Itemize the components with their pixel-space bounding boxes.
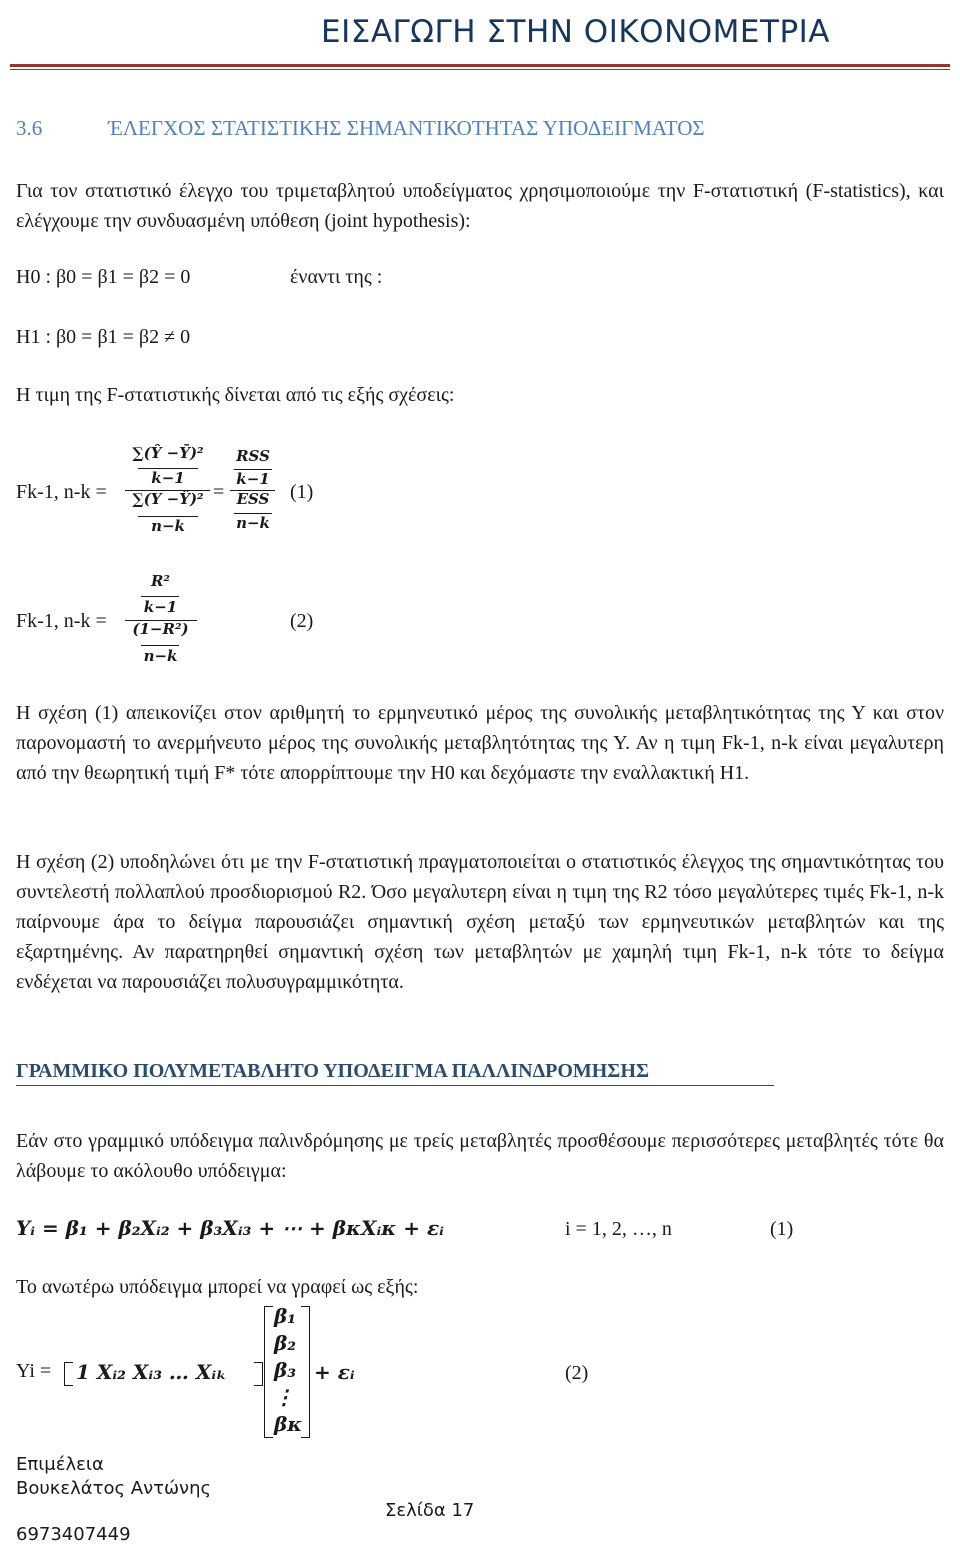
intro-paragraph: Για τον στατιστικό έλεγχο του τριμεταβλητού υποδείγματος χρησιμοποιούμε την F-στατιστική (F-statistics), και ελέγχουμε την συνδυασμένη υπόθεση (joint hypothesis): [16,180,944,232]
document-header-title: ΕΙΣΑΓΩΓΗ ΣΤΗΝ ΟΙΚΟΝΟΜΕΤΡΙΑ [321,14,830,50]
formula1-den-top: ∑(Y −Ŷ)² [132,490,204,508]
header-rule-thin [10,69,950,70]
formula1-r-k1: k−1 [236,470,270,488]
section-number: 3.6 [16,116,43,140]
formula2-label: (2) [290,610,314,632]
formula1-ess: ESS [236,490,270,508]
footer-editor-label: Επιμέλεια [16,1454,104,1475]
formula1-num-bottom: k−1 [151,469,185,487]
row-vector: 1 Xᵢ₂ Xᵢ₃ … Xᵢₖ [76,1360,227,1384]
given-text: Η τιμη της F-στατιστικής δίνεται από τις εξής σχέσεις: [16,384,455,406]
formula2-den-bottom: n−k [143,647,178,665]
footer-phone: 6973407449 [16,1524,131,1545]
formula2-inner-bar [141,596,179,597]
page-number: Σελίδα 17 [385,1500,475,1521]
hypothesis-h1: Η1 : β0 = β1 = β2 ≠ 0 [16,326,191,348]
matrix-plus-eps: + εᵢ [314,1360,355,1384]
paragraph-relation-1: Η σχέση (1) απεικονίζει στον αριθμητή το ερμηνευτικό μέρος της συνολικής μεταβλητικότητας της Υ και στον παρονομαστή το ανερμήνευτο μέρος της συνολικής μεταβλητότητας της Υ. Αν η τιμη Fk-1, n-k είναι μεγαλυτερη από την θεωρητική τιμή F* τότε απορρίπτουμε την Η0 και δεχόμαστε την εναλλακτική Η1. [16,702,944,784]
model-label: (1) [770,1218,794,1240]
formula1-nk: n−k [236,514,270,532]
formula2-inner-bar2 [141,645,179,646]
col-vector-b1: β₁ [274,1304,297,1328]
formula1-eq: = [213,481,225,503]
formula2-lhs: Fk-1, n-k = [16,610,107,632]
matrix-label: (2) [565,1362,589,1384]
formula1-den-bottom: n−k [151,517,185,535]
col-vector-bk: βκ [274,1412,303,1436]
formula1-label: (1) [290,481,314,503]
header-rule [10,64,950,67]
col-vector-b2: β₂ [274,1331,297,1355]
formula2-den-top: (1−R²) [132,620,189,638]
col-bracket-right [301,1306,310,1438]
col-bracket-left [264,1306,273,1438]
formula1-rss: RSS [236,447,270,465]
formula1-lhs: Fk-1, n-k = [16,481,107,503]
row-bracket-right [254,1362,263,1386]
formula2-num-top: R² [150,572,171,590]
subheading: ΓΡΑΜΜΙΚΟ ΠΟΛΥΜΕΤΑΒΛΗΤΟ ΥΠΟΔΕΙΓΜΑ ΠΑΛΛΙΝΔΡΟΜΗΣΗΣ [16,1060,650,1082]
hypothesis-against: έναντι της : [290,266,383,288]
col-vector-dots: ⋮ [274,1385,294,1409]
subheading-underline [16,1085,774,1086]
row-bracket-left [64,1362,73,1386]
model-range: i = 1, 2, …, n [565,1218,672,1240]
model-equation: Yᵢ = β₁ + β₂Xᵢ₂ + β₃Xᵢ₃ + ⋯ + βκXᵢκ + εᵢ [16,1216,444,1240]
section-heading [16,116,705,141]
formula2-num-bottom: k−1 [143,598,178,616]
paragraph-matrix-intro: Το ανωτέρω υπόδειγμα μπορεί να γραφεί ως εξής: [16,1276,419,1298]
section-title: ΈΛΕΓΧΟΣ ΣΤΑΤΙΣΤΙΚΗΣ ΣΗΜΑΝΤΙΚΟΤΗΤΑΣ ΥΠΟΔΕΙΓΜΑΤΟΣ [108,116,705,140]
paragraph-relation-2: Η σχέση (2) υποδηλώνει ότι με την F-στατιστική πραγματοποιείται ο στατιστικός έλεγχος της σημαντικότητας του συντελεστή πολλαπλού προσδιορισμού R2. Όσο μεγαλυτερη είναι η τιμη της R2 τόσο μεγαλύτερες τιμές Fk-1, n-k παίρνουμε άρα το δείγμα παρουσιάζει σημαντική σχέση μεταξύ των ερμηνευτικών μεταβλητών και της εξαρτημένης. Αν παρατηρηθεί σημαντική σχέση των μεταβλητών με χαμηλή τιμη Fk-1, n-k τότε το δείγμα ενδέχεται να παρουσιάζει πολυσυγραμμικότητα. [16,851,944,993]
formula1-num-top: ∑(Ŷ −Ȳ)² [132,444,204,462]
col-vector-b3: β₃ [274,1358,297,1382]
hypothesis-h0: Η0 : β0 = β1 = β2 = 0 [16,266,191,288]
matrix-lhs: Yi = [16,1360,52,1382]
paragraph-model-intro: Εάν στο γραμμικό υπόδειγμα παλινδρόμησης με τρείς μεταβλητές προσθέσουμε περισσότερες μεταβλητές τότε θα λάβουμε το ακόλουθο υπόδειγμα: [16,1130,944,1182]
footer-author: Βουκελάτος Αντώνης [16,1478,212,1499]
